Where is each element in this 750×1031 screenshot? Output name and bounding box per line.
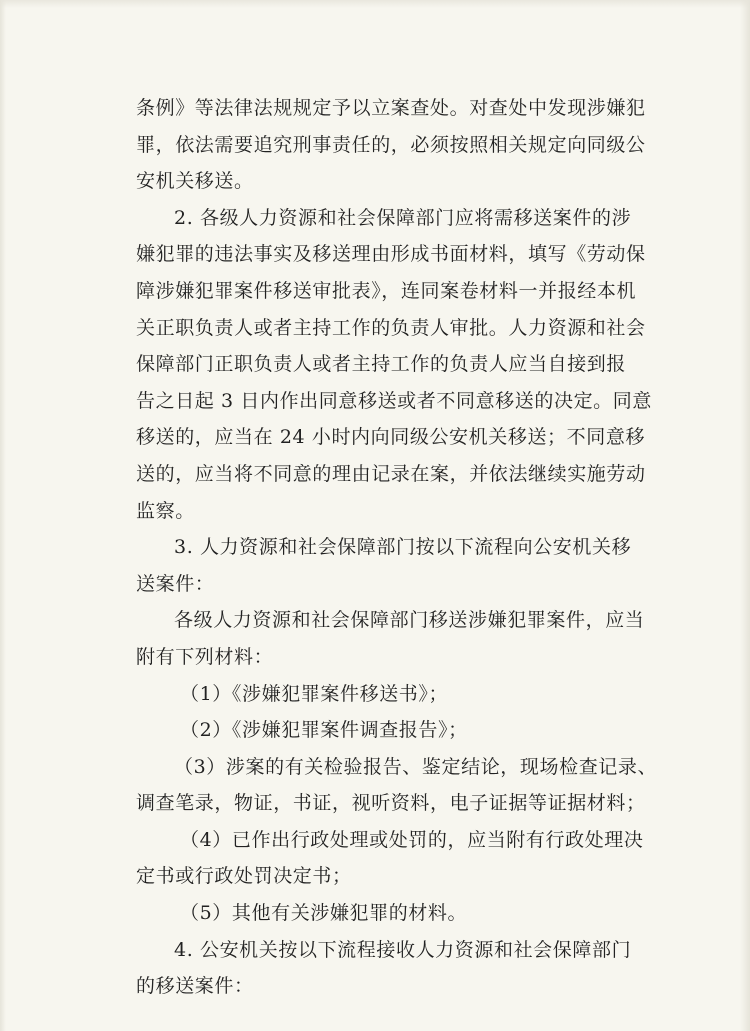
text-line: 附有下列材料： bbox=[136, 645, 274, 668]
text-line: 监察。 bbox=[136, 499, 195, 522]
text-line: 嫌犯罪的违法事实及移送理由形成书面材料，填写《劳动保 bbox=[136, 243, 646, 266]
text-line: 安机关移送。 bbox=[136, 170, 254, 193]
text-line: 送的，应当将不同意的理由记录在案，并依法继续实施劳动 bbox=[136, 462, 646, 485]
paragraph-4-start: 4. 公安机关按以下流程接收人力资源和社会保障部门 bbox=[174, 938, 632, 961]
list-item-3: （3）涉案的有关检验报告、鉴定结论，现场检查记录、 bbox=[174, 755, 658, 778]
scan-edge-left bbox=[0, 0, 6, 1031]
text-line: 罪，依法需要追究刑事责任的，必须按照相关规定向同级公 bbox=[136, 133, 646, 156]
paragraph-3-start: 3. 人力资源和社会保障部门按以下流程向公安机关移 bbox=[174, 536, 632, 559]
scan-edge-right bbox=[740, 0, 750, 1031]
list-item-1: （1）《涉嫌犯罪案件移送书》； bbox=[180, 682, 449, 705]
text-line: 调查笔录，物证，书证，视听资料，电子证据等证据材料； bbox=[136, 792, 646, 815]
document-body bbox=[136, 90, 656, 1005]
text-line: 送案件： bbox=[136, 572, 215, 595]
text-line: 的移送案件： bbox=[136, 975, 254, 998]
list-item-4: （4）已作出行政处理或处罚的，应当附有行政处理决 bbox=[180, 828, 644, 851]
text-line: 条例》等法律法规规定予以立案查处。对查处中发现涉嫌犯 bbox=[136, 97, 646, 119]
paragraph-2-start: 2. 各级人力资源和社会保障部门应将需移送案件的涉 bbox=[174, 206, 632, 229]
text-line: 告之日起 3 日内作出同意移送或者不同意移送的决定。同意 bbox=[136, 389, 652, 412]
list-item-2: （2）《涉嫌犯罪案件调查报告》； bbox=[180, 719, 468, 742]
text-line: 移送的，应当在 24 小时内向同级公安机关移送；不同意移 bbox=[136, 426, 646, 449]
text-line: 保障部门正职负责人或者主持工作的负责人应当自接到报 bbox=[136, 353, 627, 376]
scan-edge-top bbox=[0, 0, 750, 8]
text-line: 定书或行政处罚决定书； bbox=[136, 865, 352, 888]
list-item-5: （5）其他有关涉嫌犯罪的材料。 bbox=[180, 902, 468, 925]
text-line: 关正职负责人或者主持工作的负责人审批。人力资源和社会 bbox=[136, 316, 646, 339]
paragraph-materials-start: 各级人力资源和社会保障部门移送涉嫌犯罪案件，应当 bbox=[174, 609, 645, 632]
text-line: 障涉嫌犯罪案件移送审批表》，连同案卷材料一并报经本机 bbox=[136, 279, 637, 302]
